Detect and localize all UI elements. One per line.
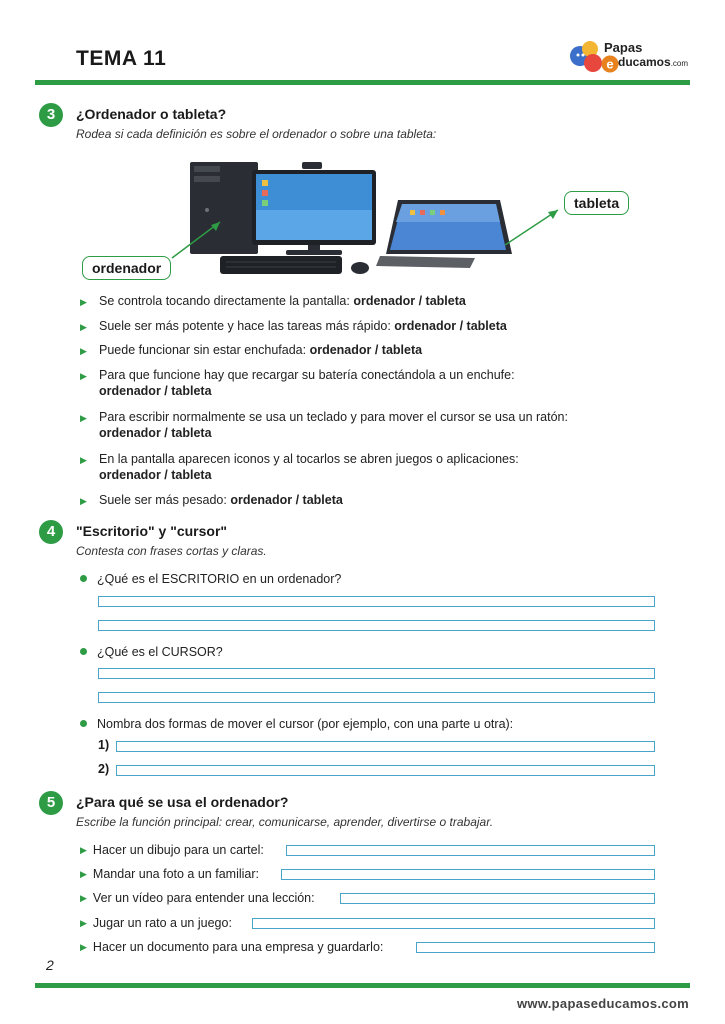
exercise-instructions: Rodea si cada definición es sobre el ordenador o sobre una tableta: (76, 127, 437, 141)
answer-line[interactable] (416, 942, 655, 953)
logo-word-educamos: ducamos.com (618, 55, 689, 69)
header-divider (35, 80, 690, 85)
exercise-number-badge: 5 (39, 791, 63, 815)
list-item: ▶ Jugar un rato a un juego: (80, 916, 232, 930)
exercise-number-badge: 3 (39, 103, 63, 127)
answer-line[interactable] (98, 596, 655, 607)
bullet-triangle-icon: ▶ (80, 346, 87, 356)
question-mover-cursor: Nombra dos formas de mover el cursor (por ejemplo, con una parte u otra): (80, 717, 513, 731)
answer-line[interactable] (286, 845, 655, 856)
bullet-triangle-icon: ▶ (80, 942, 87, 952)
list-item: ▶ Ver un vídeo para entender una lección: (80, 891, 315, 905)
answer-line[interactable] (252, 918, 655, 929)
question-cursor: ¿Qué es el CURSOR? (80, 645, 223, 659)
label-tableta: tableta (564, 191, 629, 215)
page-number: 2 (46, 957, 54, 973)
label-ordenador: ordenador (82, 256, 171, 280)
answer-number-2: 2) (98, 762, 110, 776)
bullet-triangle-icon: ▶ (80, 918, 87, 928)
bullet-dot-icon (80, 648, 87, 655)
answer-options[interactable]: ordenador / tableta (230, 493, 343, 507)
bullet-dot-icon (80, 575, 87, 582)
answer-line[interactable] (281, 869, 655, 880)
tablet-icon (376, 200, 512, 268)
monitor-icon (252, 170, 376, 255)
bullet-triangle-icon: ▶ (80, 297, 87, 307)
exercise-instructions: Escribe la función principal: crear, comunicarse, aprender, divertirse o trabajar. (76, 815, 494, 829)
mouse-icon (351, 262, 369, 274)
footer-url: www.papaseducamos.com (517, 996, 689, 1011)
bullet-dot-icon (80, 720, 87, 727)
exercise-instructions: Contesta con frases cortas y claras. (76, 544, 267, 558)
svg-text:e: e (606, 56, 614, 72)
logo-e-badge-icon (601, 55, 619, 73)
answer-line[interactable] (116, 765, 655, 776)
answer-options[interactable]: ordenador / tableta (353, 294, 466, 308)
bullet-triangle-icon: ▶ (80, 455, 87, 465)
exercise-number-badge: 4 (39, 520, 63, 544)
page-title: TEMA 11 (76, 47, 167, 70)
list-item: ▶ Mandar una foto a un familiar: (80, 867, 259, 881)
papaseducamos-logo (568, 36, 693, 76)
bullet-triangle-icon: ▶ (80, 496, 87, 506)
answer-options[interactable]: ordenador / tableta (309, 343, 423, 357)
exercise-title: ¿Ordenador o tableta? (76, 106, 227, 122)
bullet-triangle-icon: ▶ (80, 371, 87, 381)
list-item: ▶ Hacer un dibujo para un cartel: (80, 843, 264, 857)
exercise-title: "Escritorio" y "cursor" (76, 523, 228, 539)
answer-options[interactable]: ordenador / tableta (99, 426, 212, 440)
exercise-title: ¿Para qué se usa el ordenador? (76, 794, 289, 810)
answer-options[interactable]: ordenador / tableta (99, 384, 212, 398)
desktop-tower-icon (190, 162, 258, 254)
answer-line[interactable] (98, 692, 655, 703)
bullet-triangle-icon: ▶ (80, 413, 87, 423)
logo-word-papas: Papas (604, 40, 643, 55)
bullet-triangle-icon: ▶ (80, 869, 87, 879)
answer-line[interactable] (98, 668, 655, 679)
list-item: ▶ Hacer un documento para una empresa y guardarlo: (80, 940, 384, 954)
answer-number-1: 1) (98, 738, 110, 752)
keyboard-icon (220, 256, 342, 274)
footer-divider (35, 983, 690, 988)
answer-line[interactable] (340, 893, 655, 904)
answer-options[interactable]: ordenador / tableta (394, 319, 507, 333)
bullet-triangle-icon: ▶ (80, 322, 87, 332)
bullet-triangle-icon: ▶ (80, 845, 87, 855)
arrow-to-tablet (505, 210, 558, 245)
answer-line[interactable] (116, 741, 655, 752)
answer-options[interactable]: ordenador / tableta (99, 468, 212, 482)
answer-line[interactable] (98, 620, 655, 631)
question-escritorio: ¿Qué es el ESCRITORIO en un ordenador? (80, 572, 341, 586)
bullet-triangle-icon: ▶ (80, 893, 87, 903)
